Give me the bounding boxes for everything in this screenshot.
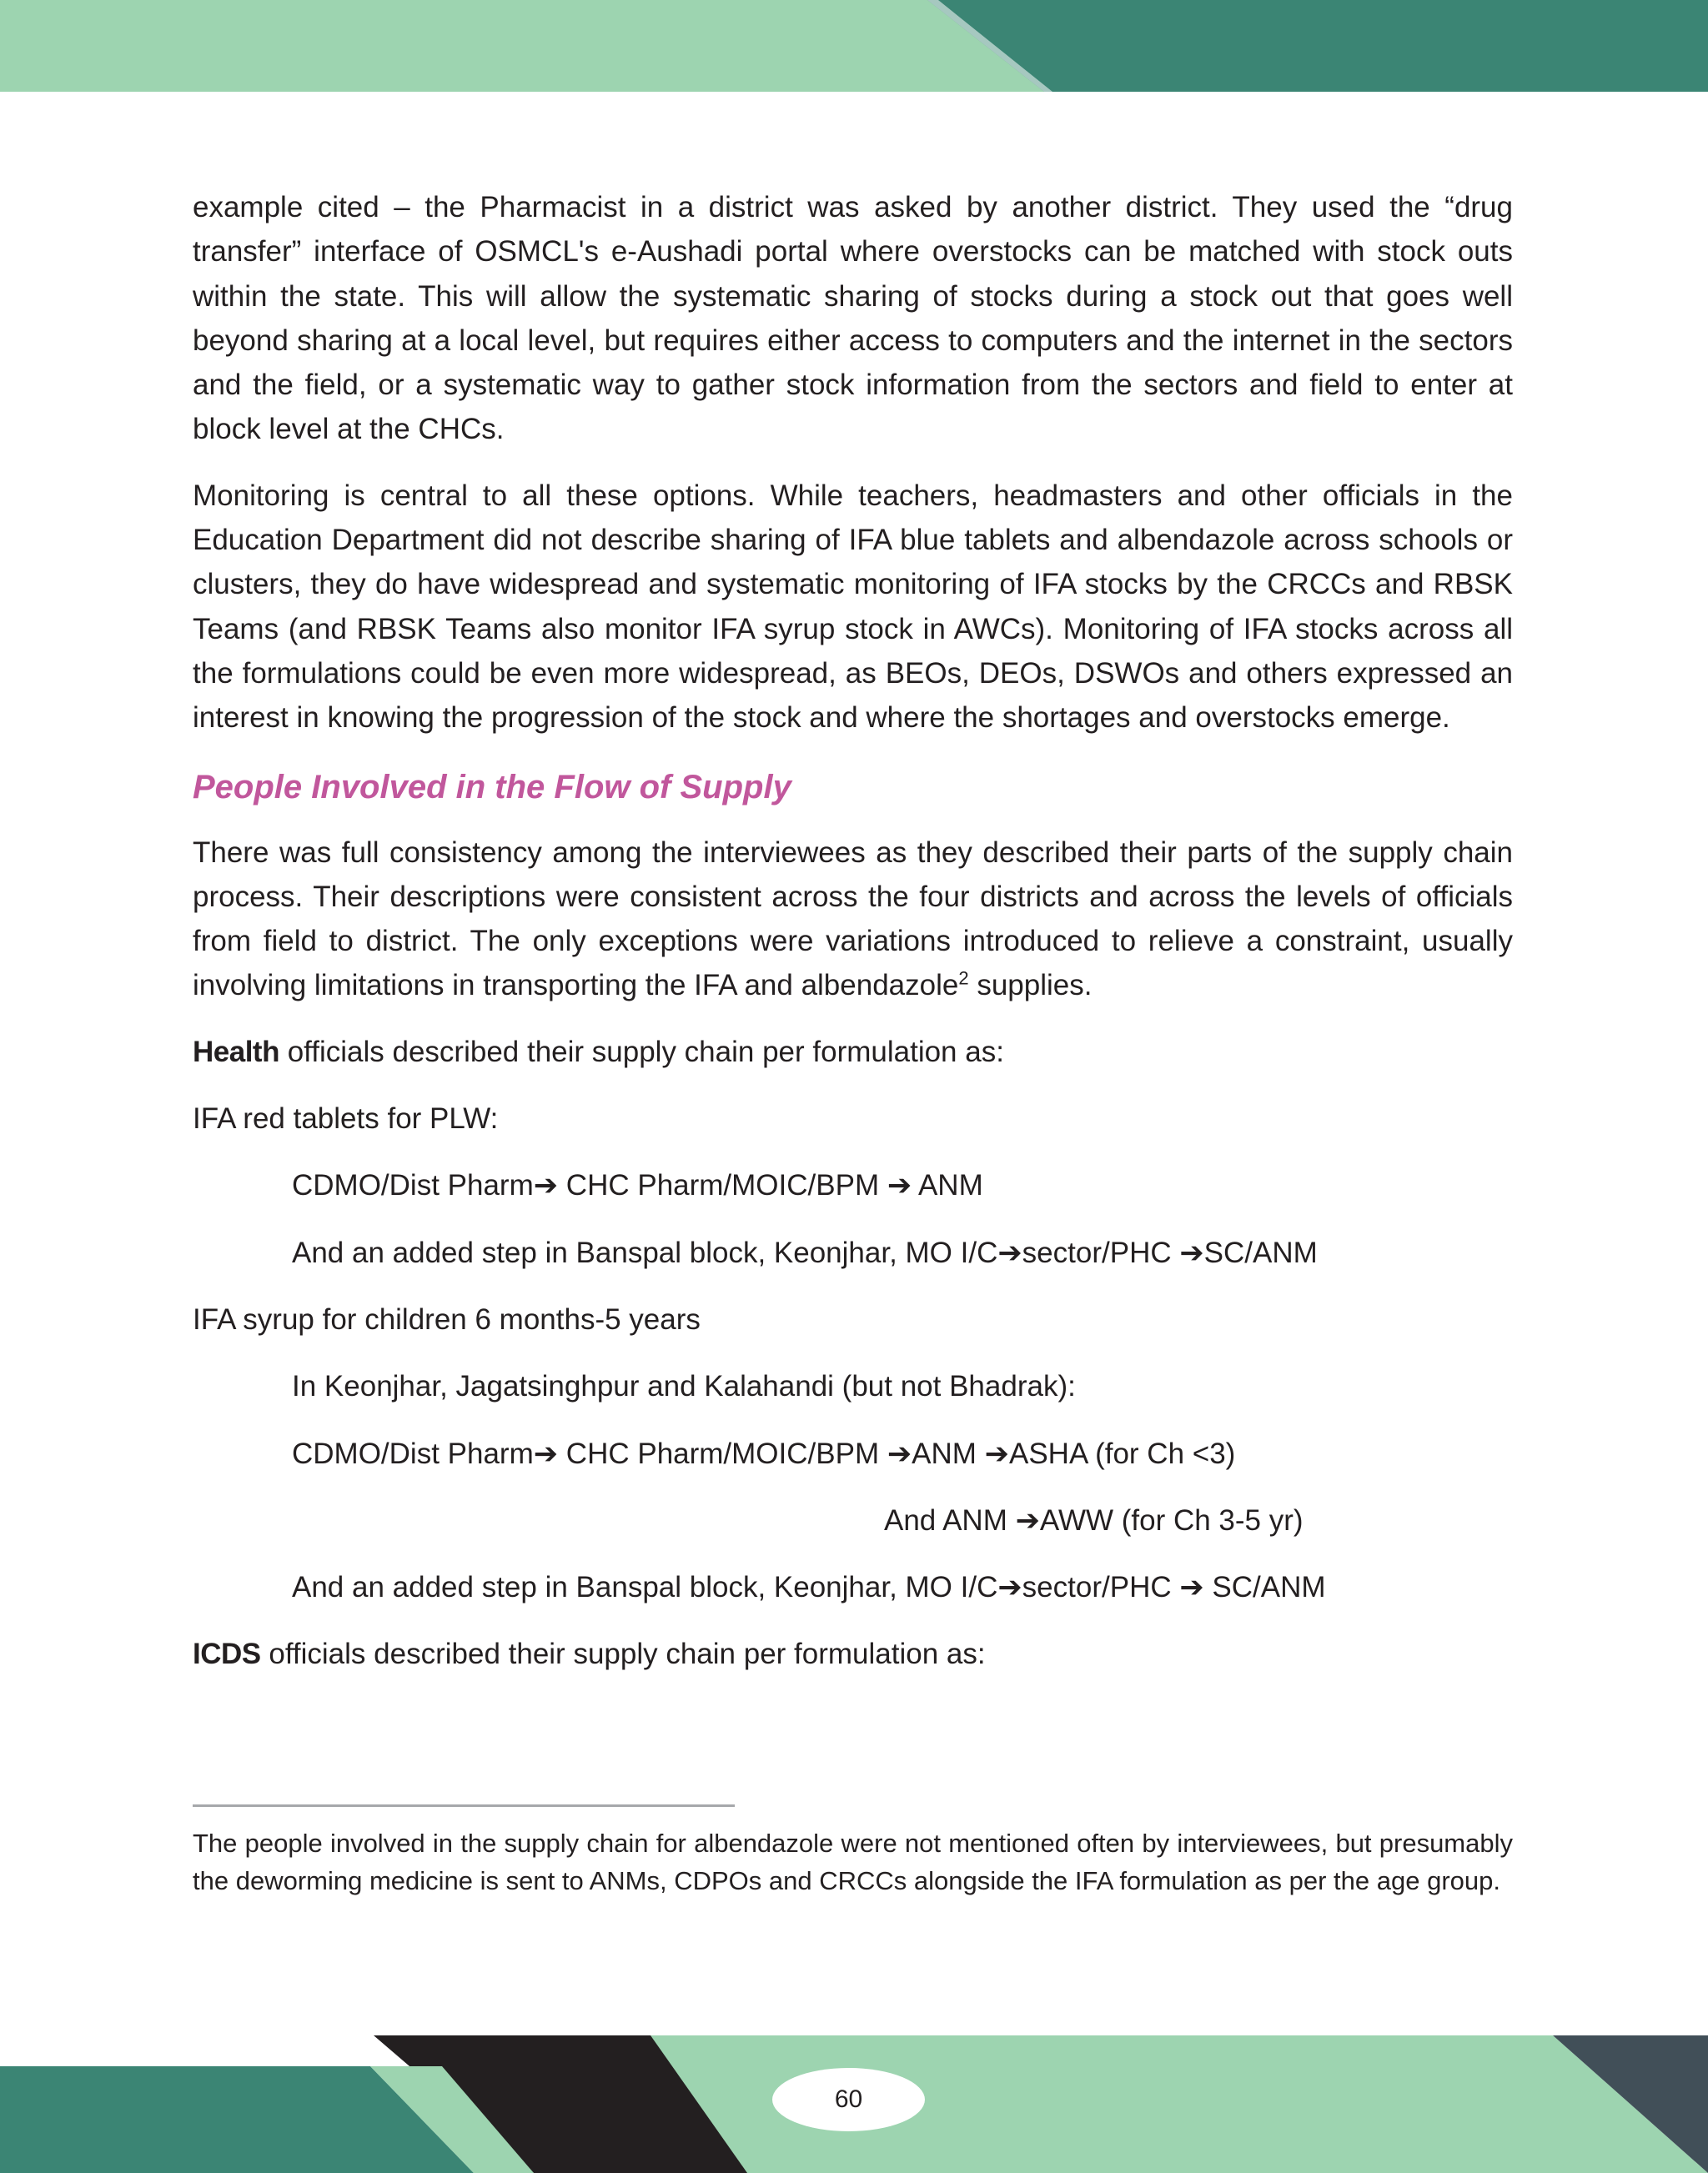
supply-chain-step: And an added step in Banspal block, Keonjhar, MO I/C➔sector/PHC ➔SC/ANM: [292, 1236, 1318, 1269]
paragraph-consistency-text: There was full consistency among the interviewees as they described their parts of the supply chain process. Their descriptions were consistent across the four districts and across the levels of officials from field to district. The only exceptions were variations introduced to relieve a constraint, usually involving limitations in transporting the IFA and albendazole: [193, 836, 1513, 1002]
ifa-syrup-label: IFA syrup for children 6 months-5 years: [193, 1302, 701, 1336]
section-heading: People Involved in the Flow of Supply: [193, 768, 791, 805]
health-intro: [193, 1030, 1513, 1074]
icds-label: ICDS: [193, 1638, 261, 1671]
supply-chain-step: CDMO/Dist Pharm➔ CHC Pharm/MOIC/BPM ➔ ANM: [292, 1169, 983, 1202]
supply-chain-step: And ANM ➔AWW (for Ch 3-5 yr): [884, 1503, 1304, 1537]
page-content: [193, 185, 1513, 1699]
footnote-text: The people involved in the supply chain for albendazole were not mentioned often by interviewees, but presumably the deworming medicine is sent to ANMs, CDPOs and CRCCs alongside the IFA formulation as per the age group.: [193, 1829, 1513, 1895]
icds-intro-text: officials described their supply chain per formulation as:: [260, 1638, 986, 1671]
paragraph-consistency-end: supplies.: [968, 969, 1093, 1002]
supply-chain-step: And an added step in Banspal block, Keonjhar, MO I/C➔sector/PHC ➔ SC/ANM: [292, 1571, 1326, 1604]
districts-note: In Keonjhar, Jagatsinghpur and Kalahandi (but not Bhadrak):: [292, 1370, 1076, 1403]
page-number: 60: [772, 2068, 925, 2131]
paragraph-drug-transfer: example cited – the Pharmacist in a district was asked by another district. They used the “drug transfer” interface of OSMCL's e-Aushadi portal where overstocks can be matched with stock outs within the state. This will allow the systematic sharing of stocks during a stock out that goes well beyond sharing at a local level, but requires either access to computers and the internet in the sectors and the field, or a systematic way to gather stock information from the sectors and field to enter at block level at the CHCs.: [193, 191, 1513, 446]
footnote-divider: [193, 1804, 735, 1807]
footnote-ref: 2: [958, 967, 969, 989]
paragraph-consistency: [193, 831, 1513, 1008]
icds-intro: [193, 1632, 1513, 1676]
health-label: Health: [193, 1035, 279, 1068]
health-intro-text: officials described their supply chain per formulation as:: [279, 1035, 1004, 1068]
paragraph-monitoring: Monitoring is central to all these options. While teachers, headmasters and other officials in the Education Department did not describe sharing of IFA blue tablets and albendazole across schools or clusters, they do have widespread and systematic monitoring of IFA stocks by the CRCCs and RBSK Teams (and RBSK Teams also monitor IFA syrup stock in AWCs). Monitoring of IFA stocks across all the formulations could be even more widespread, as BEOs, DEOs, DSWOs and others expressed an interest in knowing the progression of the stock and where the shortages and overstocks emerge.: [193, 479, 1513, 735]
ifa-red-label: IFA red tablets for PLW:: [193, 1102, 499, 1136]
top-band-dark: [927, 0, 1708, 92]
supply-chain-step: CDMO/Dist Pharm➔ CHC Pharm/MOIC/BPM ➔ANM ➔ASHA (for Ch <3): [292, 1437, 1236, 1470]
